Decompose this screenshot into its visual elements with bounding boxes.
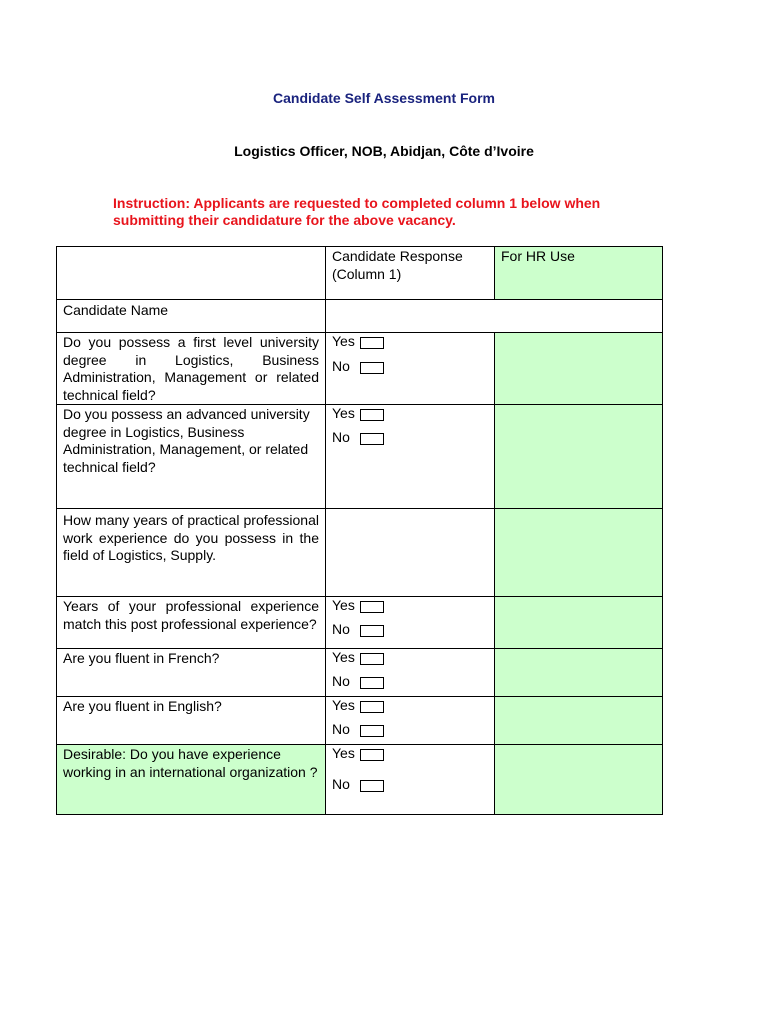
question-cell: Do you possess a first level university degree in Logistics, Business Administration, Management or related technical field? (57, 333, 326, 405)
yes-label: Yes (332, 404, 355, 421)
no-checkbox[interactable] (360, 625, 384, 637)
no-checkbox[interactable] (360, 362, 384, 374)
form-title: Candidate Self Assessment Form (273, 90, 495, 106)
question-cell: Years of your professional experience match this post professional experience? (57, 597, 326, 649)
response-cell (326, 697, 495, 745)
table-row (57, 509, 663, 597)
yes-label: Yes (332, 648, 355, 665)
no-label: No (332, 357, 350, 374)
response-cell[interactable] (326, 509, 495, 597)
candidate-name-field[interactable] (326, 300, 663, 333)
yes-checkbox[interactable] (360, 653, 384, 665)
table-row (57, 649, 663, 697)
yes-checkbox[interactable] (360, 409, 384, 421)
no-checkbox[interactable] (360, 433, 384, 445)
instruction-text: Instruction: Applicants are requested to completed column 1 below when submitting their candidature for the above vacancy. (113, 195, 601, 228)
hr-use-cell (495, 333, 663, 405)
no-label: No (332, 620, 350, 637)
yes-checkbox[interactable] (360, 601, 384, 613)
response-cell (326, 649, 495, 697)
no-label: No (332, 775, 350, 792)
yes-checkbox[interactable] (360, 337, 384, 349)
question-cell: How many years of practical professional work experience do you possess in the field of Logistics, Supply. (57, 509, 326, 597)
hr-use-cell (495, 405, 663, 509)
yes-label: Yes (332, 332, 355, 349)
candidate-response-header: Candidate Response (Column 1) (326, 247, 495, 300)
table-row (57, 697, 663, 745)
table-header-row (57, 247, 663, 300)
yes-label: Yes (332, 744, 355, 761)
hr-use-header: For HR Use (495, 247, 663, 300)
empty-header-cell (57, 247, 326, 300)
table-row (57, 405, 663, 509)
response-cell (326, 333, 495, 405)
table-row (57, 597, 663, 649)
position-subtitle: Logistics Officer, NOB, Abidjan, Côte d’Ivoire (234, 143, 534, 159)
hr-use-cell (495, 649, 663, 697)
yes-label: Yes (332, 696, 355, 713)
hr-use-cell (495, 745, 663, 815)
hr-use-cell (495, 697, 663, 745)
response-cell (326, 405, 495, 509)
response-cell (326, 597, 495, 649)
yes-label: Yes (332, 596, 355, 613)
question-cell: Are you fluent in English? (57, 697, 326, 745)
candidate-name-row (57, 300, 663, 333)
table-row (57, 745, 663, 815)
table-row (57, 333, 663, 405)
no-label: No (332, 672, 350, 689)
hr-use-cell (495, 509, 663, 597)
yes-checkbox[interactable] (360, 701, 384, 713)
candidate-name-label: Candidate Name (57, 300, 326, 333)
question-cell: Do you possess an advanced university degree in Logistics, Business Administration, Management, or related technical field? (57, 405, 326, 509)
no-checkbox[interactable] (360, 780, 384, 792)
assessment-table (56, 246, 663, 815)
hr-use-cell (495, 597, 663, 649)
yes-checkbox[interactable] (360, 749, 384, 761)
no-label: No (332, 720, 350, 737)
no-checkbox[interactable] (360, 677, 384, 689)
response-cell (326, 745, 495, 815)
no-label: No (332, 428, 350, 445)
no-checkbox[interactable] (360, 725, 384, 737)
question-cell: Desirable: Do you have experience working in an international organization ? (57, 745, 326, 815)
question-cell: Are you fluent in French? (57, 649, 326, 697)
